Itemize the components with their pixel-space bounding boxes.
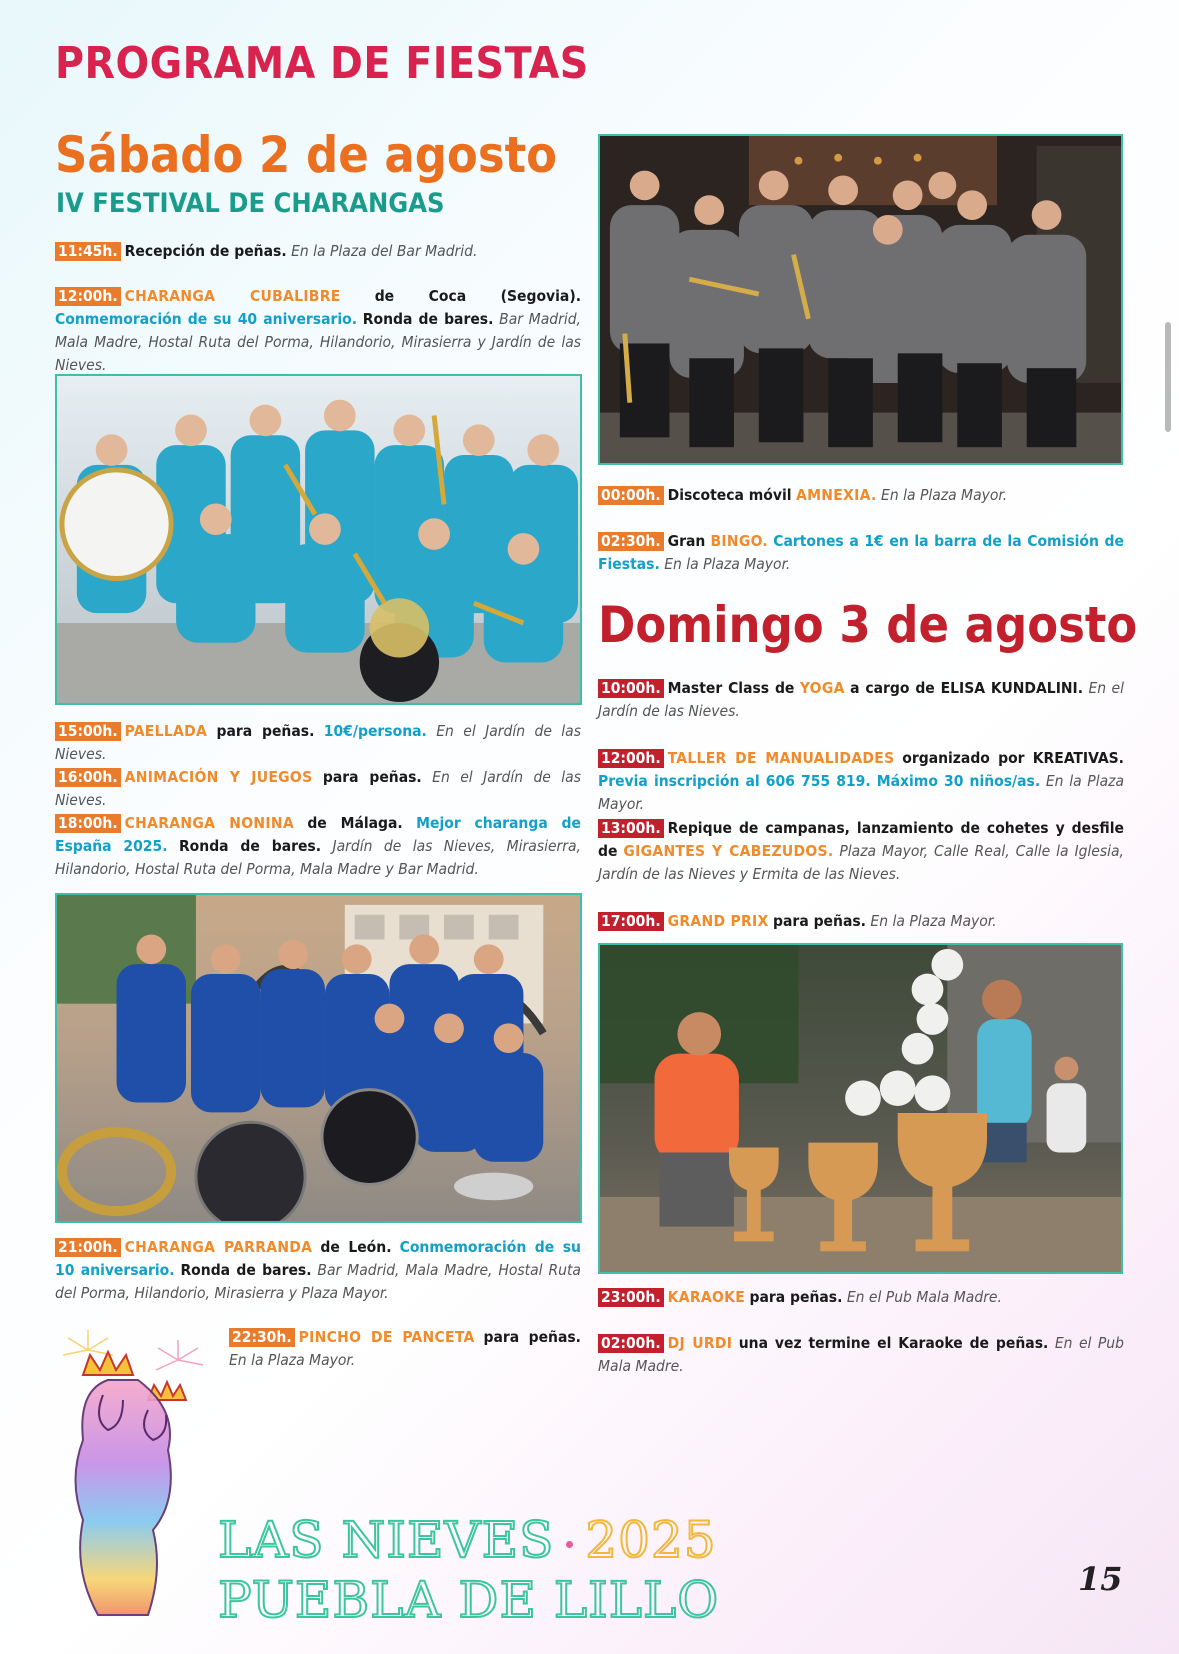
event-time: 18:00h. [55,814,121,833]
event-sun-5: 23:00h. KARAOKE para peñas. En el Pub Mala Madre. [598,1286,1124,1309]
logo-text-las-nieves: LAS NIEVES 2025 [218,1511,717,1569]
event-time: 02:00h. [598,1334,664,1353]
event-sun-4: 17:00h. GRAND PRIX para peñas. En la Plaza Mayor. [598,910,1124,933]
grand-prix-photo [598,943,1123,1274]
event-sat-7: 22:30h. PINCHO DE PANCETA para peñas. En la Plaza Mayor. [229,1328,581,1369]
event-time: 23:00h. [598,1288,664,1307]
event-time: 12:00h. [598,749,664,768]
charanga-parranda-photo [598,134,1123,465]
page-title: PROGRAMA DE FIESTAS [55,38,589,89]
event-time: 13:00h. [598,819,664,838]
event-time: 11:45h. [55,242,121,261]
event-time: 02:30h. [598,532,664,551]
event-sat-2: 12:00h. CHARANGA CUBALIBRE de Coca (Segovia). Conmemoración de su 40 aniversario. Ronda de bares. Bar Madrid, Mala Madre, Hostal Ruta del Porma, Hilandorio, Mirasierra y Jardín de las Nieves. [55,287,581,374]
event-sat-3: 15:00h. PAELLADA para peñas. 10€/persona. En el Jardín de las Nieves. [55,722,581,763]
event-sat-1: 11:45h. Recepción de peñas. En la Plaza del Bar Madrid. [55,240,581,263]
event-time: 21:00h. [55,1238,121,1257]
charanga-nonina-photo [55,893,582,1223]
event-sat-5: 18:00h. CHARANGA NONINA de Málaga. Mejor charanga de España 2025. Ronda de bares. Jardín de las Nieves, Mirasierra, Hilandorio, Hostal Ruta del Porma, Mala Madre y Bar Madrid. [55,814,581,878]
event-time: 17:00h. [598,912,664,931]
event-sun-3: 13:00h. Repique de campanas, lanzamiento de cohetes y desfile de GIGANTES Y CABEZUDOS. Plaza Mayor, Calle Real, Calle la Iglesia, Jardín de las Nieves y Ermita de las Nieves. [598,819,1124,883]
event-sun-1: 10:00h. Master Class de YOGA a cargo de ELISA KUNDALINI. En el Jardín de las Nieves. [598,679,1125,720]
saturday-heading: Sábado 2 de agosto [55,126,558,184]
event-time: 10:00h. [598,679,664,698]
charanga-cubalibre-photo [55,374,582,705]
logo-text-puebla-de-lillo: PUEBLA DE LILLO [218,1571,720,1629]
festival-subtitle: IV FESTIVAL DE CHARANGAS [56,188,445,219]
page-number: 15 [1078,1560,1123,1598]
event-sat-9: 02:30h. Gran BINGO. Cartones a 1€ en la barra de la Comisión de Fiestas. En la Plaza Mayor. [598,532,1124,573]
event-sun-6: 02:00h. DJ URDI una vez termine el Karaoke de peñas. En el Pub Mala Madre. [598,1334,1124,1375]
event-sat-6: 21:00h. CHARANGA PARRANDA de León. Conmemoración de su 10 aniversario. Ronda de bares. Bar Madrid, Mala Madre, Hostal Ruta del Porma, Hilandorio, Mirasierra y Plaza Mayor. [55,1238,581,1302]
event-time: 12:00h. [55,287,121,306]
event-sat-8: 00:00h. Discoteca móvil AMNEXIA. En la Plaza Mayor. [598,484,1124,507]
virgin-logo-illustration [28,1330,228,1630]
event-sun-2: 12:00h. TALLER DE MANUALIDADES organizado por KREATIVAS. Previa inscripción al 606 755 819. Máximo 30 niños/as. En la Plaza Mayor. [598,749,1124,813]
scrollbar-thumb[interactable] [1165,322,1171,432]
sunday-heading: Domingo 3 de agosto [598,596,1138,654]
logo-dot [566,1541,573,1548]
event-time: 16:00h. [55,768,121,787]
event-time: 00:00h. [598,486,664,505]
event-time: 22:30h. [229,1328,295,1347]
event-time: 15:00h. [55,722,121,741]
event-sat-4: 16:00h. ANIMACIÓN Y JUEGOS para peñas. En el Jardín de las Nieves. [55,768,581,809]
